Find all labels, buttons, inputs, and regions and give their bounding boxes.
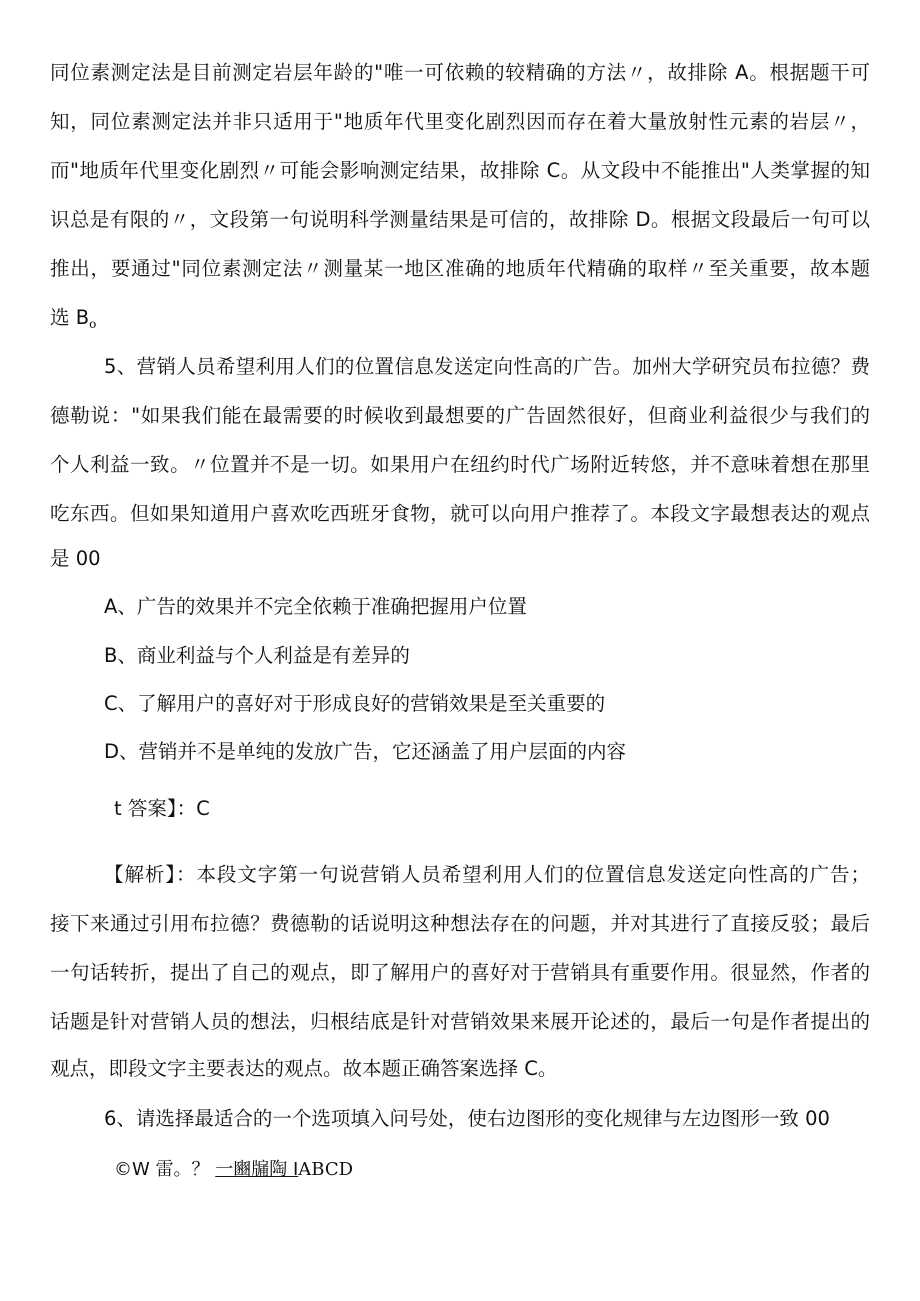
figure-text-prefix: ©W 雷。？ (114, 1159, 210, 1180)
answer-line: t 答案】：C (114, 797, 210, 820)
explanation-line: 推出，要通过"同位素测定法〃测量某一地区准确的地质年代精确的取样〃至关重要，故本题 (50, 257, 870, 280)
analysis-line: 一句话转折，提出了自己的观点，即了解用户的喜好对于营销具有重要作用。很显然，作者的 (50, 961, 870, 984)
explanation-line: 识总是有限的〃，文段第一句说明科学测量结果是可信的，故排除 D。根据文段最后一句可以 (50, 208, 870, 231)
explanation-line: 同位素测定法是目前测定岩层年龄的"唯一可依赖的较精确的方法〃，故排除 A。根据题干可 (50, 61, 870, 84)
analysis-last-line: 观点，即段文字主要表达的观点。故本题正确答案选择 C。 (50, 1057, 558, 1080)
question-6-stem: 6、请选择最适合的一个选项填入问号处，使右边图形的变化规律与左边图形一致 00 (104, 1107, 830, 1130)
question-5-stem-line: 5、营销人员希望利用人们的位置信息发送定向性高的广告。加州大学研究员布拉德？费 (104, 355, 870, 378)
question-5-stem-line: 个人利益一致。〃位置并不是一切。如果用户在纽约时代广场附近转悠，并不意味着想在那里 (50, 453, 870, 476)
analysis-line: 【解析】：本段文字第一句说营销人员希望利用人们的位置信息发送定向性高的广告； (104, 863, 870, 886)
explanation-last-sub: o (89, 317, 97, 331)
explanation-line: 而"地质年代里变化剧烈〃可能会影响测定结果，故排除 C。从文段中不能推出"人类掌握的知 (50, 159, 870, 182)
explanation-line: 知，同位素测定法并非只适用于"地质年代里变化剧烈因而存在着大量放射性元素的岩层〃， (50, 110, 870, 133)
question-5-stem-line: 德勒说："如果我们能在最需要的时候收到最想要的广告固然很好，但商业利益很少与我们的 (50, 404, 870, 427)
option-b: B、商业利益与个人利益是有差异的 (104, 644, 410, 667)
explanation-last-text: 选 B (50, 306, 90, 329)
question-5-stem-last-line: 是 00 (50, 547, 101, 570)
figure-text-underlined: 一豳牖陶 I (215, 1159, 299, 1180)
figure-text-options: ABCD (298, 1159, 354, 1180)
option-c: C、了解用户的喜好对于形成良好的营销效果是至关重要的 (104, 692, 606, 715)
question-6-figure-text (114, 1155, 353, 1185)
option-d: D、营销并不是单纯的发放广告，它还涵盖了用户层面的内容 (104, 740, 627, 763)
analysis-line: 接下来通过引用布拉德？费德勒的话说明这种想法存在的问题，并对其进行了直接反驳；最后 (50, 912, 870, 935)
explanation-last-line (50, 303, 96, 339)
question-5-stem-line: 吃东西。但如果知道用户喜欢吃西班牙食物，就可以向用户推荐了。本段文字最想表达的观点 (50, 502, 870, 525)
analysis-line: 话题是针对营销人员的想法，归根结底是针对营销效果来展开论述的，最后一句是作者提出的 (50, 1010, 870, 1033)
option-a: A、广告的效果并不完全依赖于准确把握用户位置 (104, 595, 527, 618)
